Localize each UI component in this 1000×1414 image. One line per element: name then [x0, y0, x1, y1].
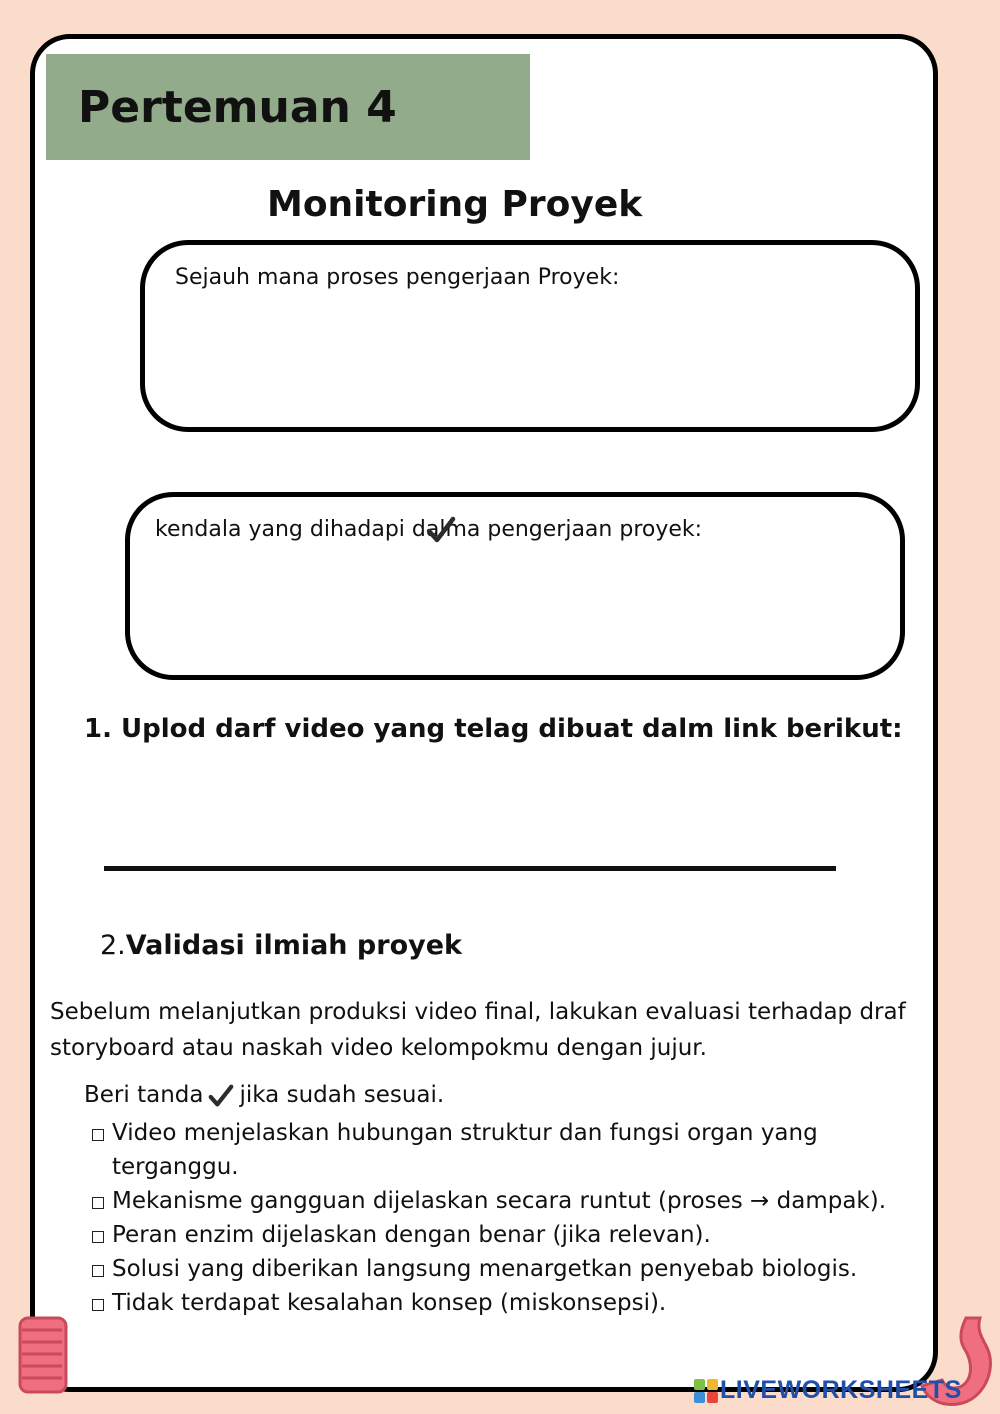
intro-paragraph: Sebelum melanjutkan produksi video final, lakukan evaluasi terhadap draf storyboard atau naskah video kelompokmu dengan jujur. [50, 999, 906, 1061]
question-2 [100, 930, 462, 962]
instruction-line [84, 1082, 444, 1110]
checkbox[interactable] [92, 1265, 104, 1277]
checklist-item [90, 1184, 920, 1218]
instruction-after: jika sudah sesuai. [239, 1082, 445, 1109]
checklist-item-text: Mekanisme gangguan dijelaskan secara runtut (proses → dampak). [112, 1188, 887, 1214]
validation-checklist [90, 1116, 920, 1320]
checkbox[interactable] [92, 1231, 104, 1243]
checkbox[interactable] [92, 1299, 104, 1311]
check-icon [207, 1082, 235, 1110]
section-heading: Monitoring Proyek [267, 184, 643, 225]
checklist-item [90, 1116, 920, 1184]
page-title: Pertemuan 4 [78, 82, 397, 133]
question-2-title: Validasi ilmiah proyek [125, 930, 462, 961]
checklist-item-text: Tidak terdapat kesalahan konsep (miskonsepsi). [112, 1290, 667, 1316]
checkbox[interactable] [92, 1197, 104, 1209]
checklist-item-text: Video menjelaskan hubungan struktur dan fungsi organ yang terganggu. [112, 1120, 818, 1180]
checklist-item-text: Solusi yang diberikan langsung menargetkan penyebab biologis. [112, 1256, 858, 1282]
question-1: 1. Uplod darf video yang telag dibuat dalm link berikut: [84, 714, 903, 744]
instruction-before: Beri tanda [84, 1082, 204, 1109]
obstacles-answer-box[interactable] [125, 492, 905, 680]
obstacles-question-label: kendala yang dihadapi dalma pengerjaan proyek: [155, 517, 703, 542]
checkbox[interactable] [92, 1129, 104, 1141]
check-icon [426, 515, 456, 545]
progress-answer-box[interactable] [140, 240, 920, 432]
liveworksheets-brand[interactable] [694, 1376, 962, 1405]
progress-question-label: Sejauh mana proses pengerjaan Proyek: [175, 265, 620, 290]
question-2-number: 2. [100, 930, 126, 961]
title-banner [46, 54, 530, 160]
intestine-icon [16, 1316, 68, 1394]
checklist-item-text: Peran enzim dijelaskan dengan benar (jika relevan). [112, 1222, 711, 1248]
brand-name: LIVEWORKSHEETS [720, 1376, 962, 1404]
checklist-item [90, 1252, 920, 1286]
checklist-item [90, 1218, 920, 1252]
checklist-item [90, 1286, 920, 1320]
link-answer-line[interactable] [104, 866, 836, 871]
liveworksheets-logo-icon [694, 1379, 718, 1403]
